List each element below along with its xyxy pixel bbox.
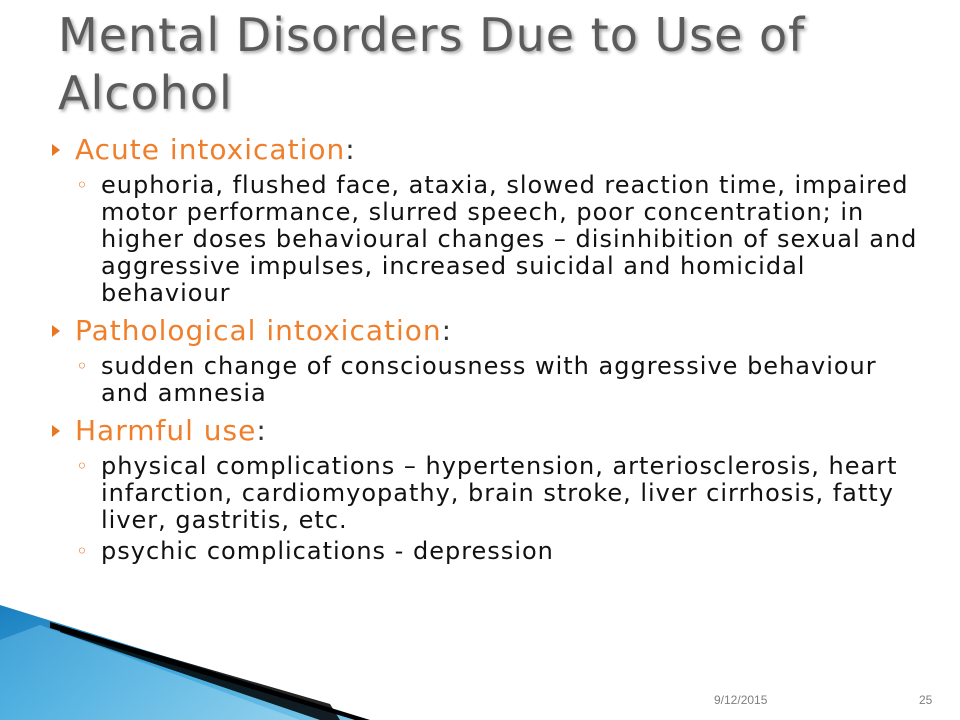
circle-bullet-icon: ◦ [76, 354, 89, 378]
bullet-level1 [48, 413, 928, 449]
sub-bullet-item [48, 453, 928, 534]
decor-blue-wedge [0, 605, 370, 720]
footer-page-number: 25 [919, 693, 933, 707]
sub-bullet-text: euphoria, flushed face, ataxia, slowed reaction time, impaired motor performance, slurred speech, poor concentration; in higher doses behavioural changes – disinhibition of sexual and aggressive impulses, increased suicidal and homicidal behaviour [101, 171, 918, 307]
bullet-level1 [48, 313, 928, 349]
circle-bullet-icon: ◦ [76, 454, 89, 478]
sub-bullet-text: psychic complications - depression [101, 537, 554, 565]
sub-bullet-text: physical complications – hypertension, arteriosclerosis, heart infarction, cardiomyopathy, brain stroke, liver cirrhosis, fatty liver, gastritis, etc. [101, 452, 898, 534]
circle-bullet-icon: ◦ [76, 539, 89, 563]
sub-bullet-list [48, 453, 928, 565]
sub-bullet-item [48, 538, 928, 565]
section-harmful-use [48, 413, 928, 565]
arrow-bullet-icon [52, 144, 60, 156]
section-pathological-intoxication [48, 313, 928, 407]
section-heading: Harmful use [75, 414, 257, 447]
section-heading: Acute intoxication [75, 133, 346, 166]
footer-date: 9/12/2015 [714, 693, 768, 707]
sub-bullet-text: sudden change of consciousness with aggressive behaviour and amnesia [101, 352, 877, 407]
circle-bullet-icon: ◦ [76, 173, 89, 197]
slide-title: Mental Disorders Due to Use of Alcohol [58, 8, 806, 120]
heading-colon: : [441, 314, 453, 347]
heading-colon: : [256, 414, 267, 447]
sub-bullet-item [48, 172, 928, 307]
arrow-bullet-icon [52, 325, 60, 337]
section-acute-intoxication [48, 132, 928, 307]
arrow-bullet-icon [52, 425, 60, 437]
sub-bullet-list [48, 353, 928, 407]
decor-light-wedge [0, 625, 300, 720]
decor-black-stripe [50, 622, 370, 720]
decor-black-stripe-2 [60, 626, 340, 720]
bullet-level1 [48, 132, 928, 168]
slide-body [48, 132, 928, 571]
sub-bullet-list [48, 172, 928, 307]
heading-colon: : [345, 133, 356, 166]
section-heading: Pathological intoxication [75, 314, 442, 347]
sub-bullet-item [48, 353, 928, 407]
